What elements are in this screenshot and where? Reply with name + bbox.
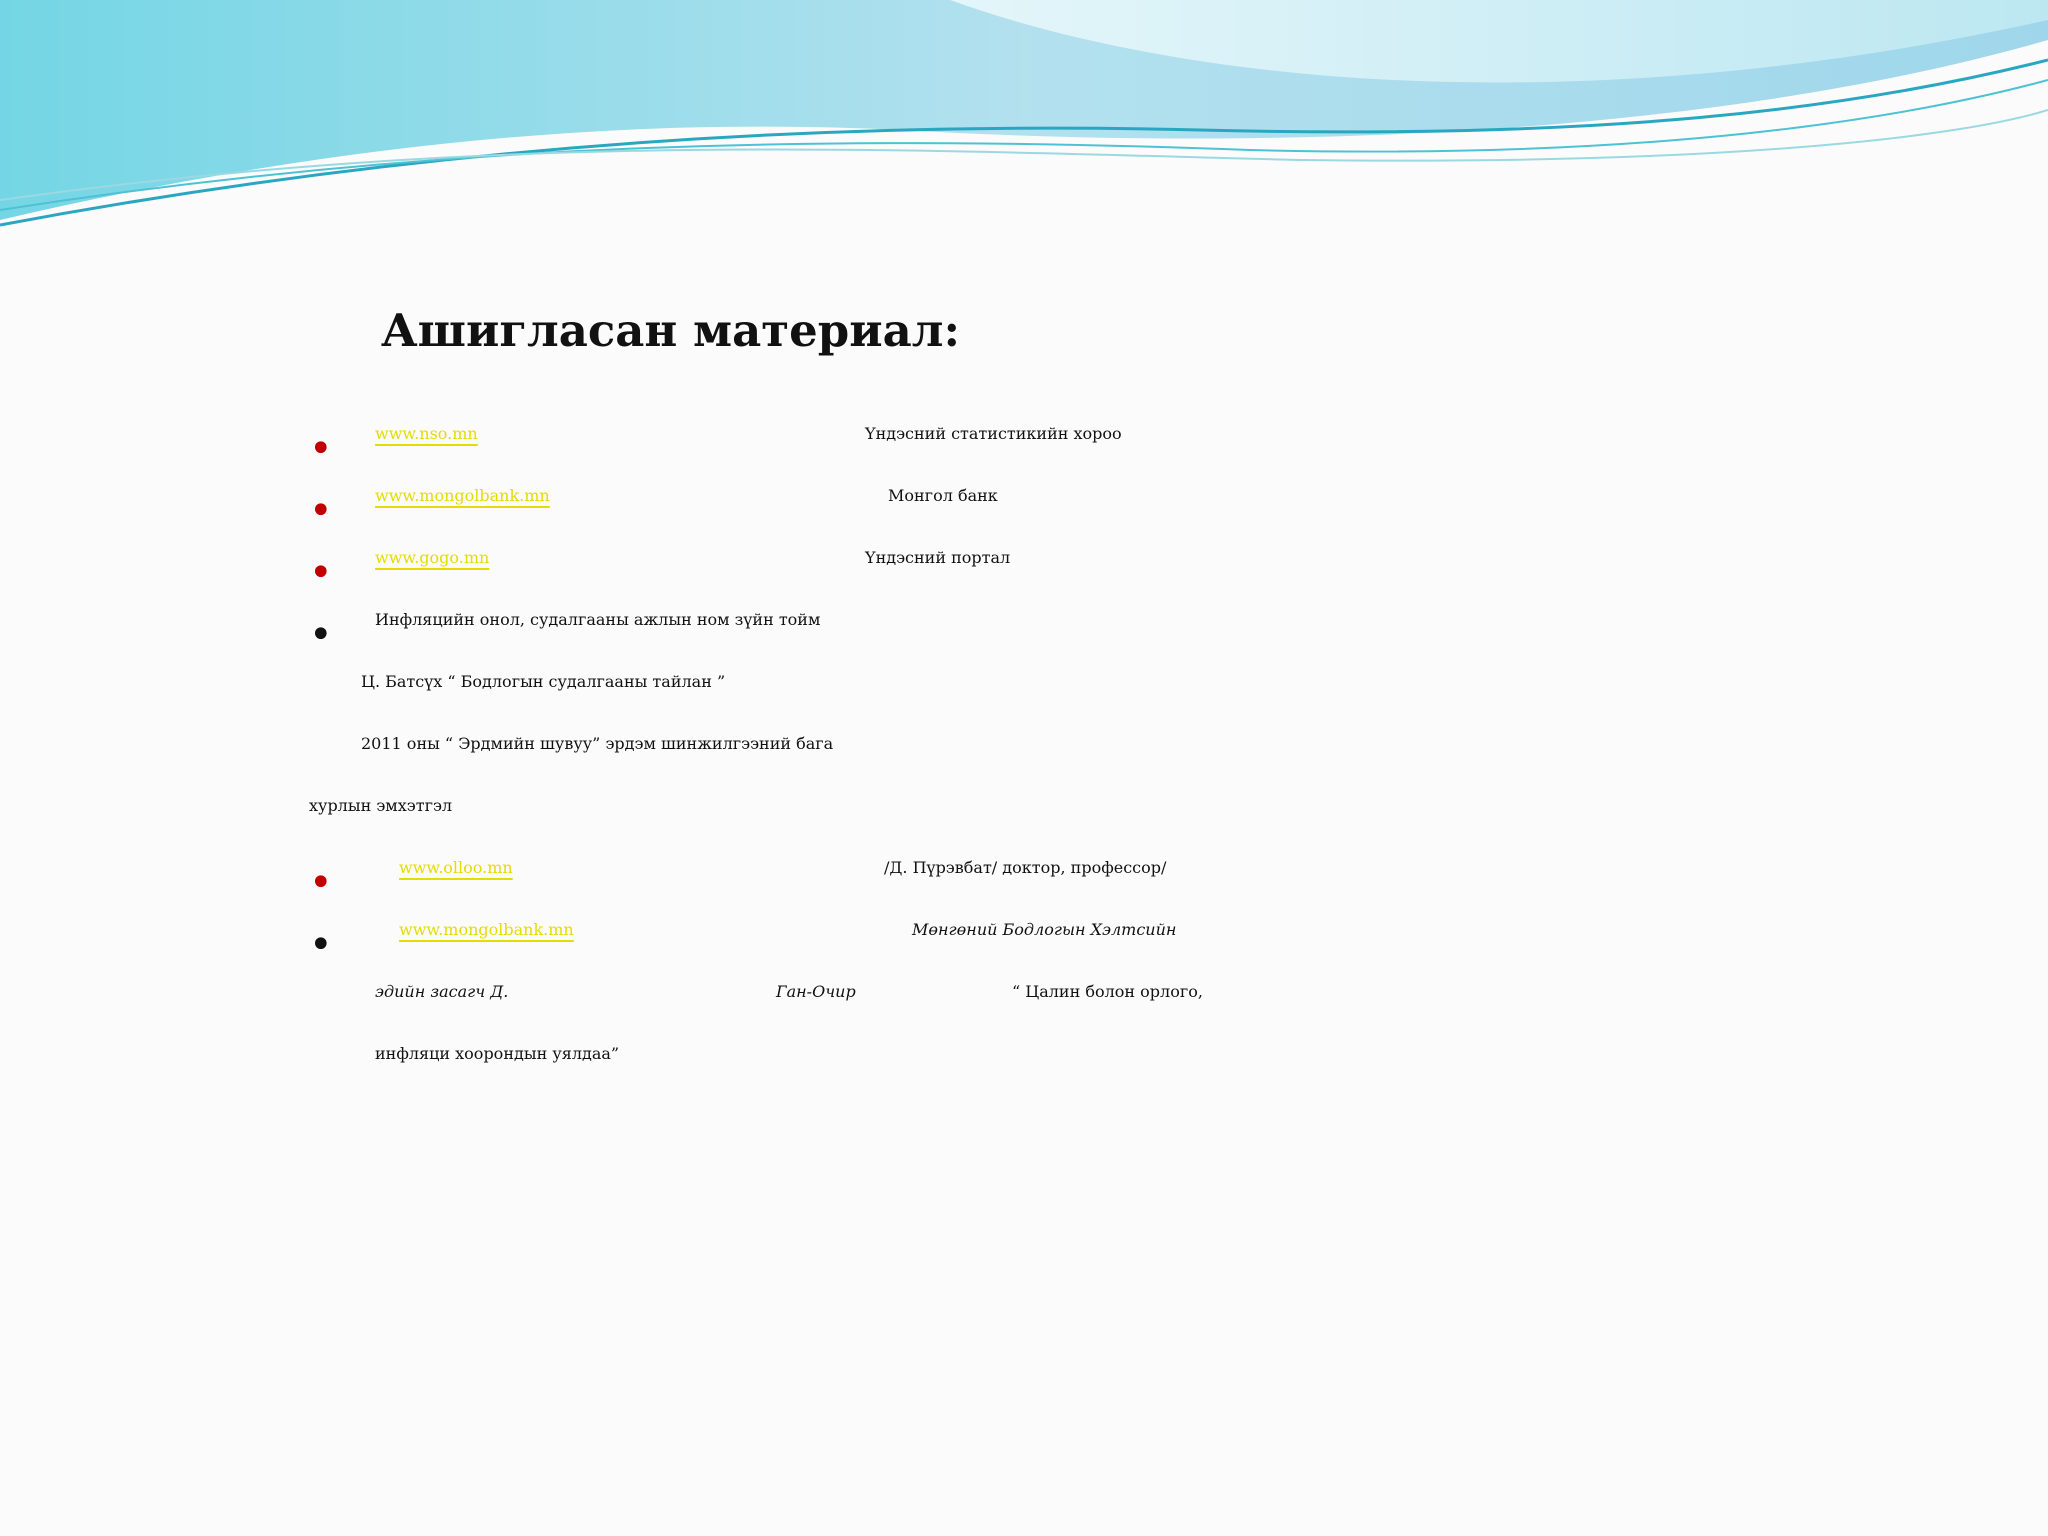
ref-desc-gogo: Үндэсний портал [865, 548, 1011, 567]
book-line-3: 2011 оны “ Эрдмийн шувуу” эрдэм шинжилгээний бага [361, 734, 834, 753]
wave-header-decoration [0, 0, 2048, 240]
link-olloo[interactable]: www.olloo.mn [399, 858, 513, 877]
link-mongolbank-2[interactable]: www.mongolbank.mn [399, 920, 574, 939]
bullet: • [309, 488, 333, 534]
page-title: Ашигласан материал: [381, 304, 961, 357]
bullet: • [309, 426, 333, 472]
ref-author-title: эдийн засагч Д. [375, 982, 509, 1001]
bullet: • [309, 550, 333, 596]
ref-article-title-2: инфляци хоорондын уялдаа” [375, 1044, 620, 1063]
link-nso[interactable]: www.nso.mn [375, 424, 478, 443]
link-gogo[interactable]: www.gogo.mn [375, 548, 490, 567]
bullet: • [309, 922, 333, 968]
book-line-1: Инфляцийн онол, судалгааны ажлын ном зүйн тойм [375, 610, 821, 629]
book-line-2: Ц. Батсүх “ Бодлогын судалгааны тайлан ” [361, 672, 726, 691]
ref-desc-olloo: /Д. Пүрэвбат/ доктор, профессор/ [884, 858, 1167, 877]
bullet: • [309, 860, 333, 906]
ref-author-name: Ган-Очир [776, 982, 856, 1001]
book-line-4: хурлын эмхэтгэл [309, 796, 453, 815]
link-mongolbank[interactable]: www.mongolbank.mn [375, 486, 550, 505]
ref-article-title-1: “ Цалин болон орлого, [1012, 982, 1203, 1001]
ref-desc-mongolbank: Монгол банк [888, 486, 998, 505]
ref-desc-nso: Үндэсний статистикийн хороо [865, 424, 1122, 443]
bullet: • [309, 612, 333, 658]
ref-author-dept: Мөнгөний Бодлогын Хэлтсийн [912, 920, 1177, 939]
